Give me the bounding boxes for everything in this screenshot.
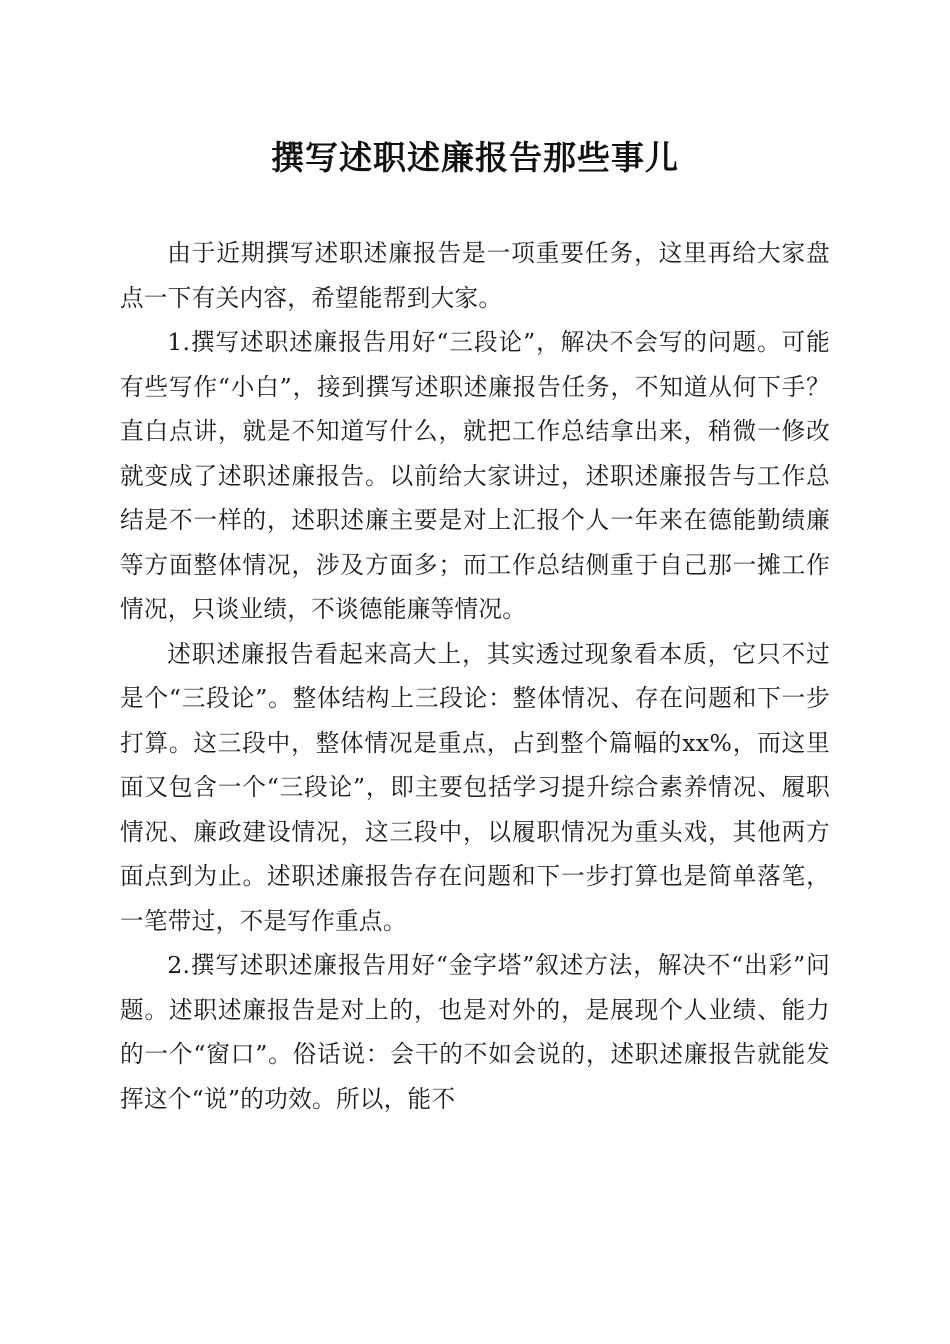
paragraph-three-part: 述职述廉报告看起来高大上，其实透过现象看本质，它只不过是个“三段论”。整体结构上三段论：整体情况、存在问题和下一步打算。这三段中，整体情况是重点，占到整个篇幅的xx%，而这里面又包含一个“三段论”，即主要包括学习提升综合素养情况、履职情况、廉政建设情况，这三段中，以履职情况为重头戏，其他两方面点到为止。述职述廉报告存在问题和下一步打算也是简单落笔，一笔带过，不是写作重点。: [120, 639, 830, 935]
paragraph-intro: 由于近期撰写述职述廉报告是一项重要任务，这里再给大家盘点一下有关内容，希望能帮到大家。: [120, 239, 830, 312]
paragraph-point-2: 2.撰写述职述廉报告用好“金字塔”叙述方法，解决不“出彩”问题。述职述廉报告是对上的，也是对外的，是展现个人业绩、能力的一个“窗口”。俗话说：会干的不如会说的，述职述廉报告就能发挥这个“说”的功效。所以，能不: [120, 951, 830, 1113]
paragraph-point-1: 1.撰写述职述廉报告用好“三段论”，解决不会写的问题。可能有些写作“小白”，接到撰写述职述廉报告任务，不知道从何下手？直白点讲，就是不知道写什么，就把工作总结拿出来，稍微一修改就变成了述职述廉报告。以前给大家讲过，述职述廉报告与工作总结是不一样的，述职述廉主要是对上汇报个人一年来在德能勤绩廉等方面整体情况，涉及方面多；而工作总结侧重于自己那一摊工作情况，只谈业绩，不谈德能廉等情况。: [120, 328, 830, 623]
document-body: [120, 231, 830, 1121]
document-title: 撰写述职述廉报告那些事儿: [271, 138, 679, 177]
